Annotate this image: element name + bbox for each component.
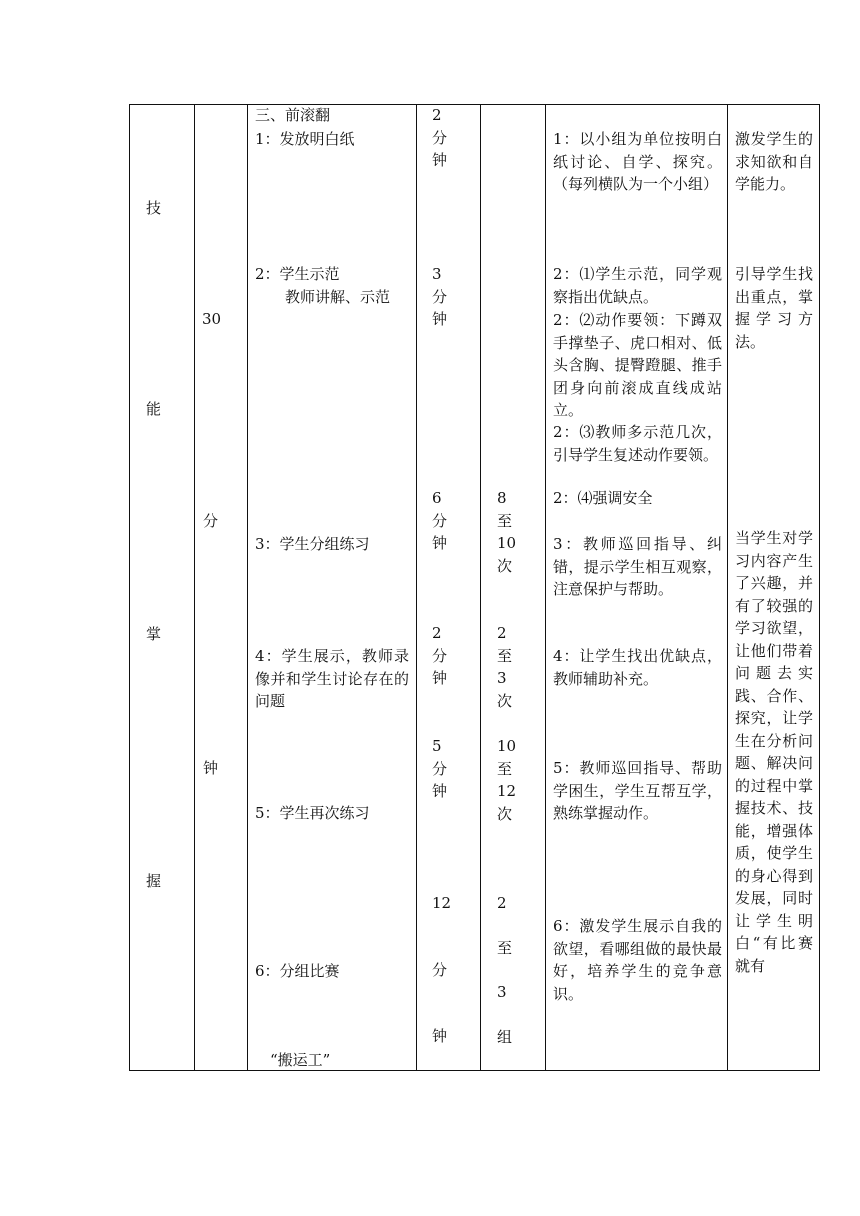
table-bottom-border xyxy=(129,1070,820,1071)
duration-6: 12 分 钟 xyxy=(432,894,452,1045)
table-border-6 xyxy=(545,104,546,1071)
purpose-2: 引导学生找出重点，掌握学习方法。 xyxy=(735,265,813,351)
step-6: 6：分组比赛 xyxy=(255,962,340,980)
step-title: 三、前滚翻 xyxy=(255,106,331,124)
method-6: 6：激发学生展示自我的欲望，看哪组做的最快最好，培养学生的竞争意识。 xyxy=(553,917,722,1003)
method-2-repeat: 2：⑶教师多示范几次，引导学生复述动作要领。 xyxy=(553,423,722,464)
step-2: 2：学生示范 xyxy=(255,265,340,283)
duration-4: 2 分 钟 xyxy=(432,624,448,687)
reps-5: 10 至 12 次 xyxy=(497,737,517,823)
reps-3: 8 至 10 次 xyxy=(497,489,517,575)
table-border-3 xyxy=(247,104,248,1071)
method-2-demo: 2：⑴学生示范，同学观察指出优缺点。 xyxy=(553,265,722,306)
method-1: 1：以小组为单位按明白纸讨论、自学、探究。（每列横队为一个小组） xyxy=(553,130,722,193)
section-char: 握 xyxy=(146,872,162,890)
table-border-4 xyxy=(416,104,417,1071)
duration-5: 5 分 钟 xyxy=(432,737,448,800)
table-top-border xyxy=(129,104,820,105)
purpose-3: 当学生对学习内容产生了兴趣，并有了较强的学习欲望，让他们带着问题去实践、合作、探究，让学生在分析问题、解决问的过程中掌握技术、技能，增强体质，使学生的身心得到发展，同时让学生明白“有比赛就有 xyxy=(735,529,813,975)
step-1: 1：发放明白纸 xyxy=(255,130,355,148)
duration-1: 2 分 钟 xyxy=(432,106,448,169)
step-3: 3：学生分组练习 xyxy=(255,535,370,553)
table-border-5 xyxy=(480,104,481,1071)
table-border-1 xyxy=(129,104,130,1071)
total-time-unit: 钟 xyxy=(203,759,219,777)
section-char: 技 xyxy=(146,199,162,217)
duration-2: 3 分 钟 xyxy=(432,265,448,328)
method-2-key-points: 2：⑵动作要领：下蹲双手撑垫子、虎口相对、低头含胸、提臀蹬腿、推手团身向前滚成直线成站立。 xyxy=(553,311,722,419)
section-char: 掌 xyxy=(146,625,162,643)
step-5: 5：学生再次练习 xyxy=(255,804,370,822)
table-border-2 xyxy=(194,104,195,1071)
step-6-name: “搬运工” xyxy=(270,1051,331,1069)
table-border-8 xyxy=(819,104,820,1071)
total-time-number: 30 xyxy=(202,310,222,328)
method-4: 4：让学生找出优缺点，教师辅助补充。 xyxy=(553,647,722,688)
reps-6: 2 至 3 组 xyxy=(497,894,513,1046)
reps-4: 2 至 3 次 xyxy=(497,624,513,710)
duration-3: 6 分 钟 xyxy=(432,489,448,552)
method-5: 5：教师巡回指导、帮助学困生，学生互帮互学，熟练掌握动作。 xyxy=(553,759,722,822)
method-3: 3：教师巡回指导、纠错，提示学生相互观察，注意保护与帮助。 xyxy=(553,535,722,598)
step-4: 4：学生展示，教师录像并和学生讨论存在的问题 xyxy=(255,647,409,710)
purpose-1: 激发学生的求知欲和自学能力。 xyxy=(735,130,813,193)
step-2-detail: 教师讲解、示范 xyxy=(285,288,391,306)
table-border-7 xyxy=(727,104,728,1071)
method-2-safety: 2：⑷强调安全 xyxy=(553,489,653,507)
section-char: 能 xyxy=(146,400,162,418)
total-time-unit: 分 xyxy=(203,512,219,530)
